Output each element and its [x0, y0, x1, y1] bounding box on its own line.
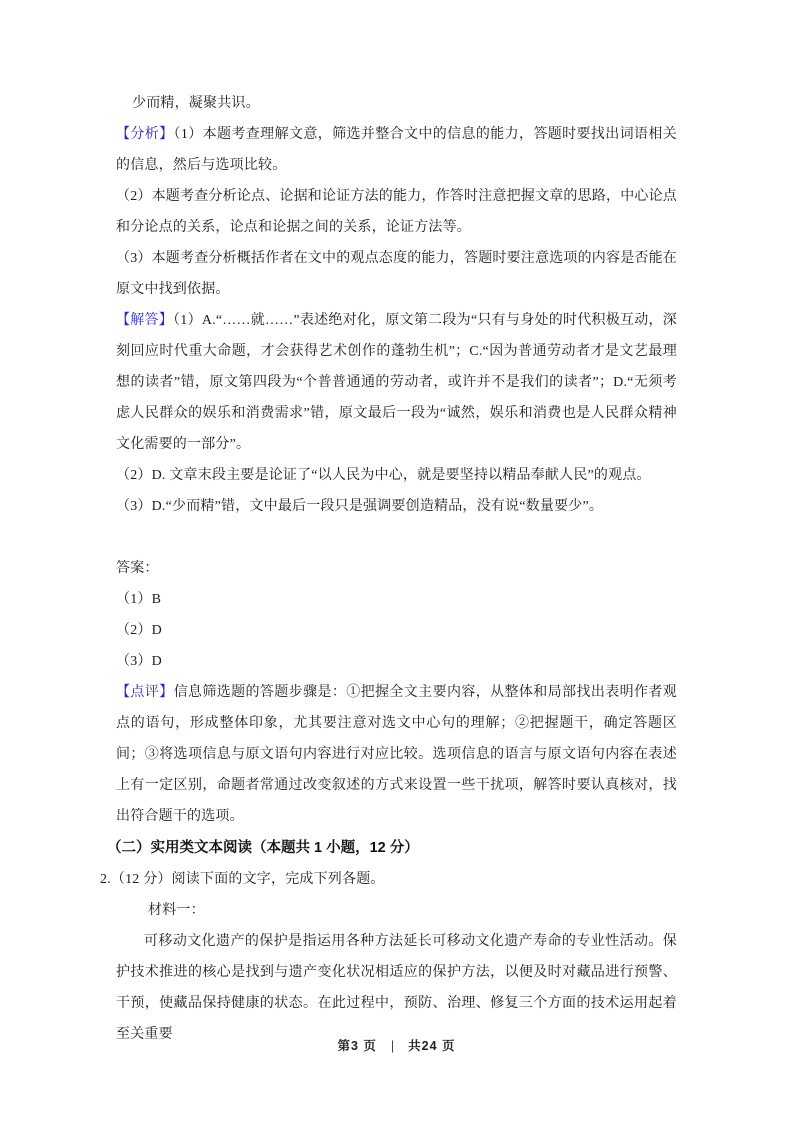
answers-label: 答案：: [116, 561, 159, 576]
page-content: [100, 88, 677, 1050]
analysis-marker: 【分析】: [116, 127, 174, 142]
footer-separator-icon: |: [390, 1039, 395, 1053]
solution-paragraph: [100, 305, 677, 460]
solution-marker: 【解答】: [116, 313, 174, 328]
answer-1: （1）B: [116, 592, 162, 607]
continuation-line: 少而精，凝聚共识。: [132, 96, 260, 111]
analysis-item-2: （2）本题考查分析论点、论据和论证方法的能力，作答时注意把握文章的思路，中心论点和分论点的关系，论点和论据之间的关系，论证方法等。: [116, 189, 677, 235]
page-footer: [0, 1036, 793, 1056]
question-2-intro: 2.（12 分）阅读下面的文字，完成下列各题。: [100, 872, 385, 887]
section-2-heading: （二）实用类文本阅读（本题共 1 小题，12 分）: [107, 840, 419, 856]
comment-paragraph: [100, 677, 677, 832]
solution-item-2: （2）D. 文章末段主要是论证了“以人民为中心，就是要坚持以精品奉献人民”的观点。: [116, 468, 651, 483]
material-1-label: 材料一：: [148, 903, 205, 918]
footer-total-pages: 共24 页: [408, 1039, 456, 1053]
analysis-paragraph: [100, 119, 677, 181]
footer-current-page: 第3 页: [337, 1039, 377, 1053]
analysis-item-3: （3）本题考查分析概括作者在文中的观点态度的能力，答题时要注意选项的内容是否能在原文中找到依据。: [116, 251, 677, 297]
solution-item-1: （1）A.“……就……”表述绝对化，原文第二段为“只有与身处的时代积极互动，深刻回应时代重大命题，才会获得艺术创作的蓬勃生机”；C.“因为普通劳动者才是文艺最理想的读者”错，原文第四段为“个普普通通的劳动者，或许并不是我们的读者”；D.“无须考虑人民群众的娱乐和消费需求”错，原文最后一段为“诚然，娱乐和消费也是人民群众精神文化需要的一部分”。: [116, 313, 677, 452]
comment-marker: 【点评】: [116, 685, 174, 700]
answer-3: （3）D: [116, 654, 162, 669]
analysis-item-1: （1）本题考查理解文意，筛选并整合文中的信息的能力，答题时要找出词语相关的信息，然后与选项比较。: [116, 127, 677, 173]
solution-item-3: （3）D.“少而精”错，文中最后一段只是强调要创造精品，没有说“数量要少”。: [116, 499, 604, 514]
answer-2: （2）D: [116, 623, 162, 638]
comment-text: 信息筛选题的答题步骤是：①把握全文主要内容，从整体和局部找出表明作者观点的语句，形成整体印象，尤其要注意对选文中心句的理解；②把握题干，确定答题区间；③将选项信息与原文语句内容进行对应比较。选项信息的语言与原文语句内容在表述上有一定区别，命题者常通过改变叙述的方式来设置一些干扰项，解答时要认真核对，找出符合题干的选项。: [116, 685, 677, 824]
material-1-paragraph: 可移动文化遗产的保护是指运用各种方法延长可移动文化遗产寿命的专业性活动。保护技术推进的核心是找到与遗产变化状况相适应的保护方法，以便及时对藏品进行预警、干预，使藏品保持健康的状态。在此过程中，预防、治理、修复三个方面的技术运用起着至关重要: [116, 934, 677, 1042]
